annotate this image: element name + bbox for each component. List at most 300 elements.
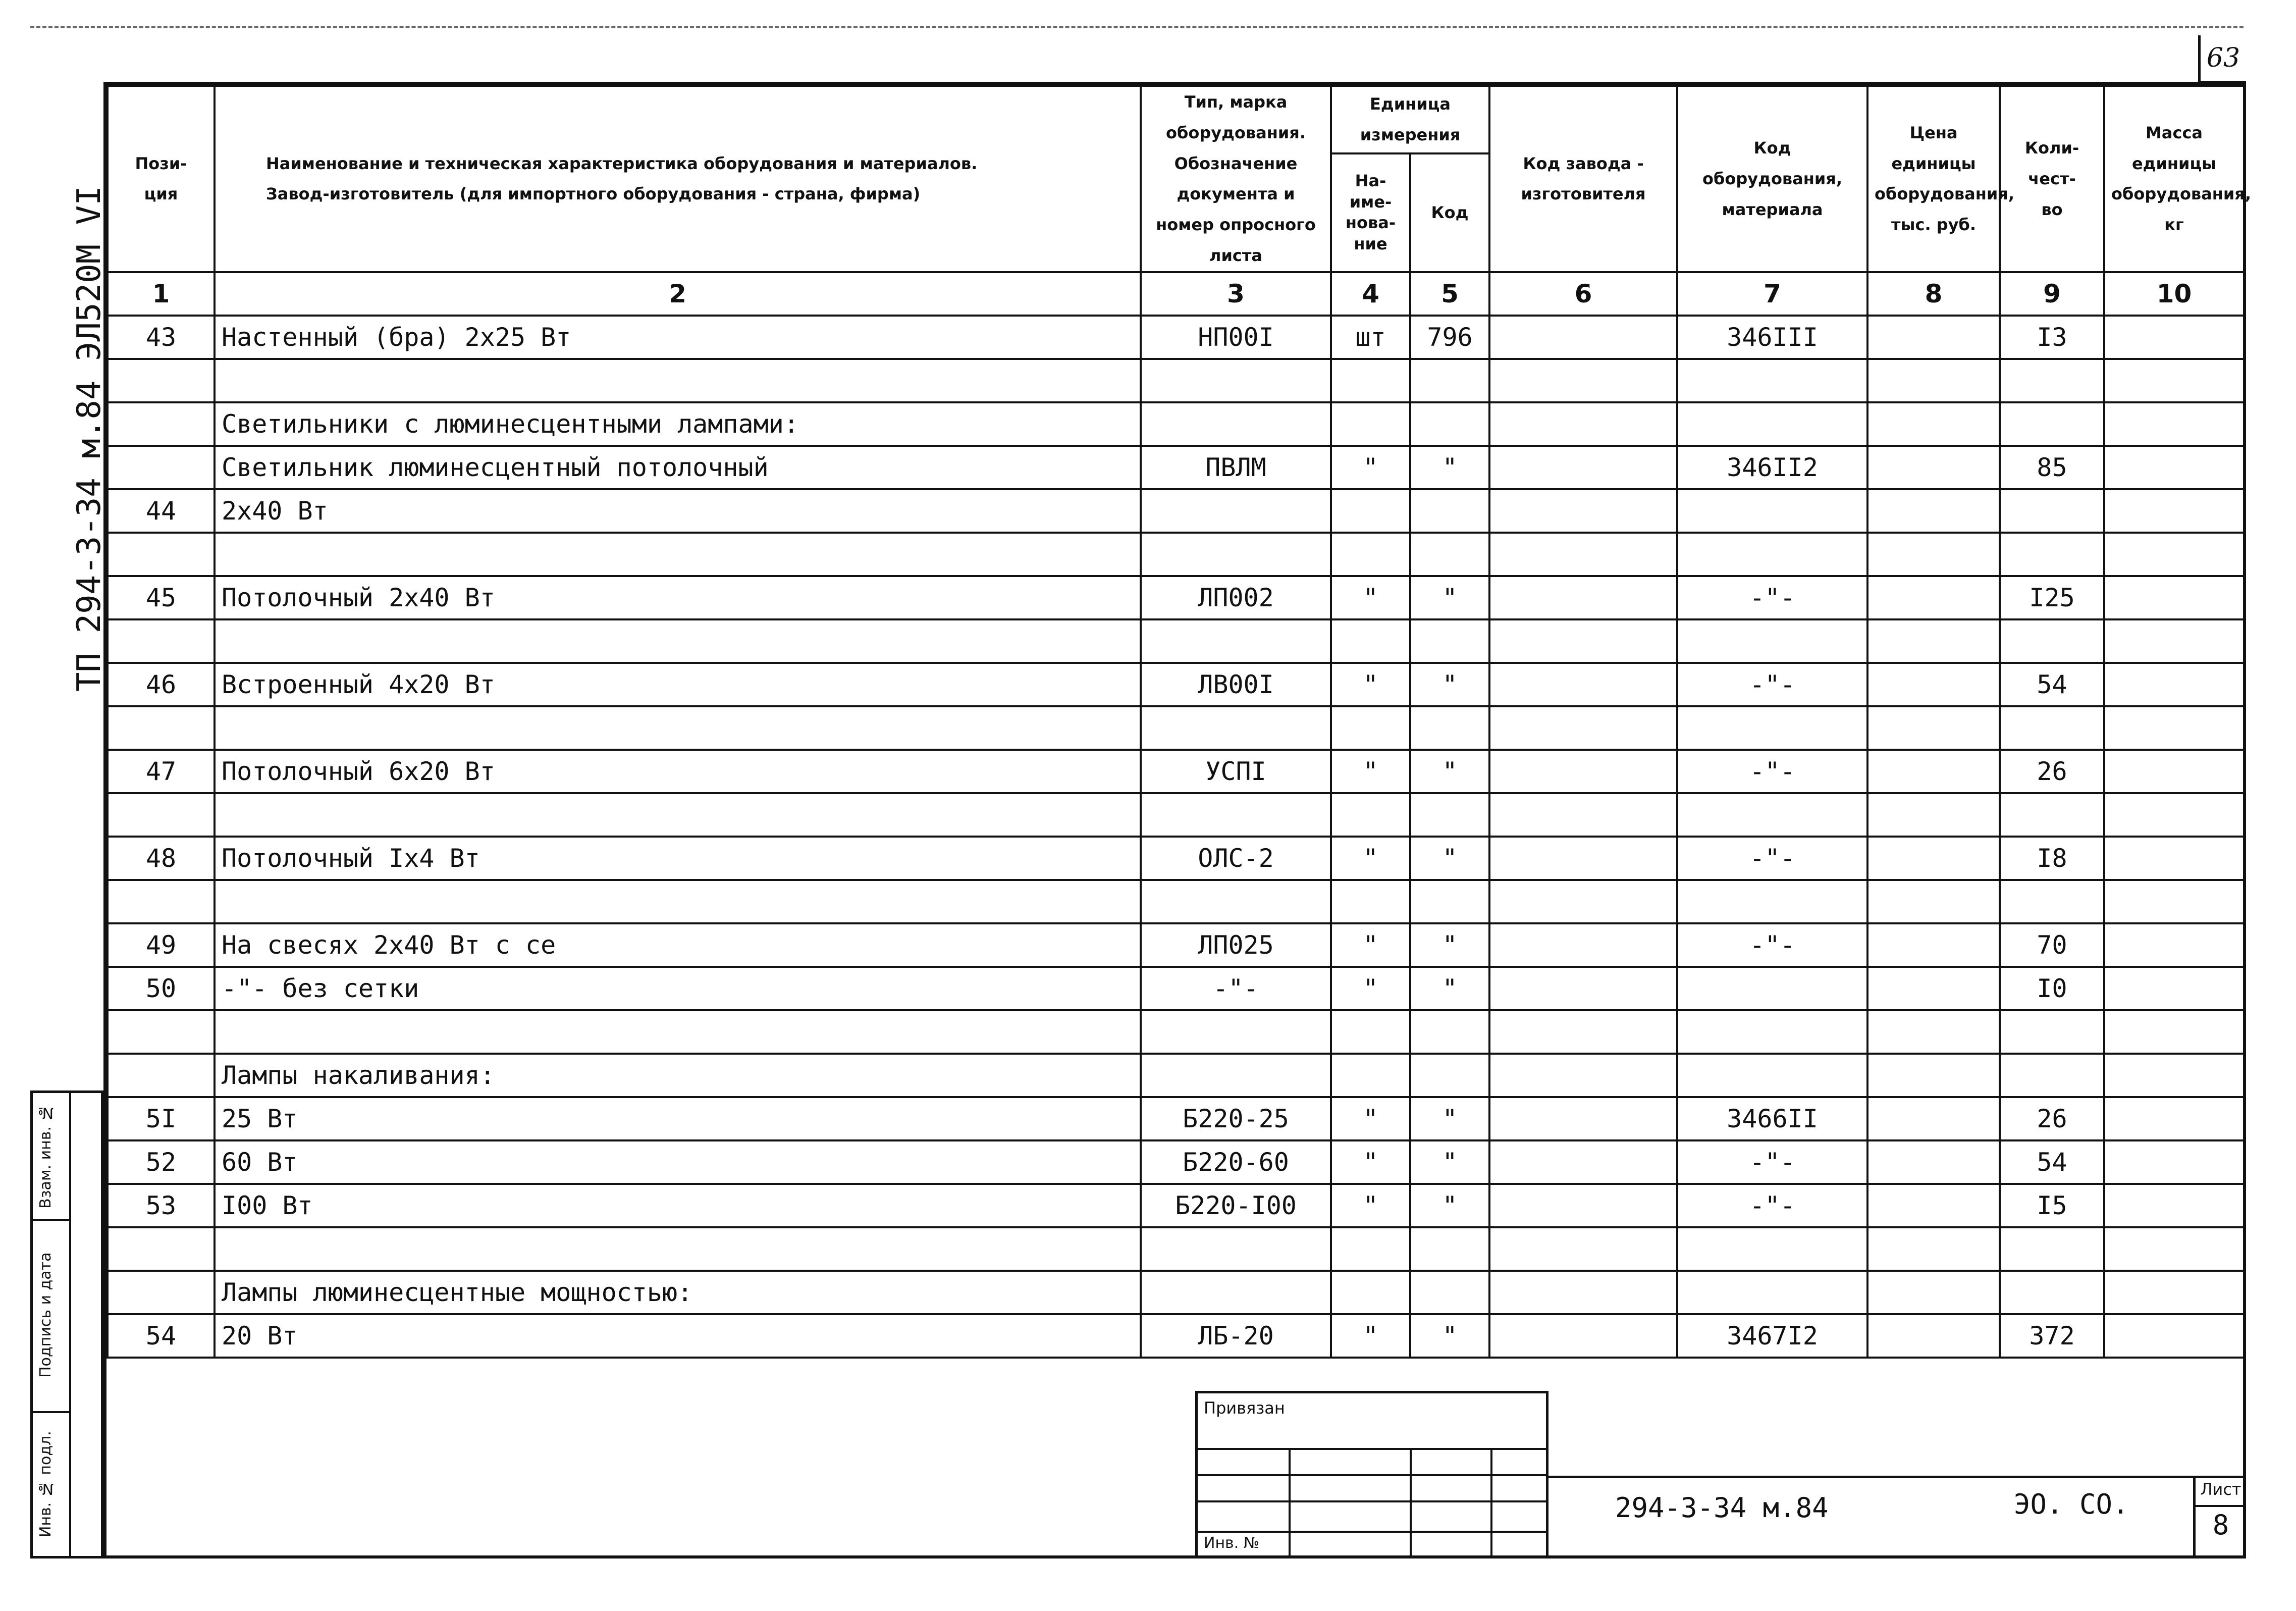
quantity-cell: I3 [2000,316,2104,359]
quantity-cell [2000,1010,2104,1054]
title-block-rule [1198,1448,1546,1450]
table-row [108,1140,2244,1184]
col-number: 10 [2104,272,2244,316]
mass-cell [2104,316,2244,359]
col-number: 2 [215,272,1141,316]
unit-name-cell [1331,1054,1410,1097]
sheet-number-box [2193,1476,2246,1558]
unit-code-cell: " [1410,576,1489,619]
price-cell [1867,576,2000,619]
position-cell [108,402,215,446]
stamp-label-signature-date: Подпись и дата [37,1252,55,1378]
price-cell [1867,1010,2000,1054]
name-cell: Потолочный 2х40 Вт [215,576,1141,619]
position-cell: 45 [108,576,215,619]
unit-name-cell: " [1331,446,1410,489]
factory-code-cell [1489,402,1677,446]
table-row [108,793,2244,837]
table-row [108,1010,2244,1054]
equipment-code-cell [1677,880,1867,923]
stamp-label-replace-inv: Взам. инв. № [37,1104,55,1209]
price-cell [1867,1314,2000,1358]
factory-code-cell [1489,359,1677,402]
price-cell [1867,316,2000,359]
position-cell: 47 [108,750,215,793]
price-cell [1867,402,2000,446]
position-cell: 43 [108,316,215,359]
col-number: 8 [1867,272,2000,316]
price-cell [1867,1140,2000,1184]
table-row [108,489,2244,533]
equipment-code-cell [1677,1227,1867,1271]
name-cell: Потолочный Iх4 Вт [215,837,1141,880]
unit-name-cell: " [1331,1097,1410,1140]
price-cell [1867,1271,2000,1314]
position-cell: 54 [108,1314,215,1358]
table-row [108,359,2244,402]
mass-cell [2104,1140,2244,1184]
position-cell: 44 [108,489,215,533]
quantity-cell [2000,489,2104,533]
name-cell [215,359,1141,402]
col-header-quantity: Коли- чест- во [2000,86,2104,272]
unit-name-cell: " [1331,1140,1410,1184]
unit-name-cell: " [1331,1184,1410,1227]
unit-name-cell: шт [1331,316,1410,359]
unit-code-cell: " [1410,967,1489,1010]
factory-code-cell [1489,1271,1677,1314]
factory-code-cell [1489,1227,1677,1271]
type-cell: НП00I [1141,316,1331,359]
equipment-code-cell [1677,1010,1867,1054]
equipment-code-cell: 346II2 [1677,446,1867,489]
price-cell [1867,663,2000,706]
unit-name-cell [1331,533,1410,576]
sheet-label: Лист [2196,1480,2246,1507]
equipment-code-cell [1677,793,1867,837]
col-header-factory-code: Код завода - изготовителя [1489,86,1677,272]
price-cell [1867,880,2000,923]
equipment-code-cell [1677,489,1867,533]
position-cell [108,446,215,489]
name-cell [215,793,1141,837]
table-row [108,880,2244,923]
position-cell [108,1054,215,1097]
table-row [108,619,2244,663]
unit-name-cell: " [1331,837,1410,880]
equipment-code-cell: -"- [1677,923,1867,967]
name-cell: Встроенный 4х20 Вт [215,663,1141,706]
name-cell: Настенный (бра) 2х25 Вт [215,316,1141,359]
factory-code-cell [1489,533,1677,576]
side-document-code: ТП 294-3-34 м.84 ЭЛ520М VI [71,186,108,692]
factory-code-cell [1489,706,1677,750]
quantity-cell: I8 [2000,837,2104,880]
col-header-unit-name: На- име- нова- ние [1331,153,1410,272]
price-cell [1867,1054,2000,1097]
equipment-code-cell: -"- [1677,663,1867,706]
factory-code-cell [1489,1314,1677,1358]
unit-code-cell: " [1410,1184,1489,1227]
table-row [108,750,2244,793]
price-cell [1867,619,2000,663]
unit-code-cell: " [1410,923,1489,967]
column-number-row [108,272,2244,316]
type-cell [1141,619,1331,663]
mass-cell [2104,576,2244,619]
unit-code-cell [1410,793,1489,837]
name-cell [215,1010,1141,1054]
equipment-code-cell [1677,1054,1867,1097]
quantity-cell: I0 [2000,967,2104,1010]
type-cell: ЛП025 [1141,923,1331,967]
specification-table [106,85,2251,1359]
factory-code-cell [1489,1010,1677,1054]
table-row [108,663,2244,706]
factory-code-cell [1489,1140,1677,1184]
mass-cell [2104,967,2244,1010]
mass-cell [2104,619,2244,663]
unit-code-cell [1410,880,1489,923]
unit-name-cell: " [1331,1314,1410,1358]
table-row [108,1054,2244,1097]
quantity-cell: 54 [2000,663,2104,706]
price-cell [1867,446,2000,489]
mass-cell [2104,923,2244,967]
table-row [108,446,2244,489]
name-cell: 20 Вт [215,1314,1141,1358]
title-block-divider [1289,1448,1291,1556]
unit-code-cell [1410,1010,1489,1054]
type-cell: УСПI [1141,750,1331,793]
table-row [108,1227,2244,1271]
quantity-cell [2000,533,2104,576]
factory-code-cell [1489,446,1677,489]
quantity-cell: 85 [2000,446,2104,489]
unit-code-cell [1410,359,1489,402]
name-cell: -"- без сетки [215,967,1141,1010]
name-cell [215,706,1141,750]
unit-code-cell [1410,533,1489,576]
title-block-rule [1198,1531,1546,1533]
title-block-divider [1410,1448,1412,1556]
equipment-code-cell [1677,1271,1867,1314]
document-mark: ЭО. СО. [2014,1488,2129,1520]
unit-name-cell [1331,1271,1410,1314]
title-block-rule [1549,1476,2246,1478]
unit-code-cell [1410,1054,1489,1097]
quantity-cell [2000,619,2104,663]
quantity-cell [2000,1054,2104,1097]
equipment-code-cell: -"- [1677,750,1867,793]
col-number: 6 [1489,272,1677,316]
unit-code-cell [1410,402,1489,446]
unit-name-cell [1331,359,1410,402]
table-row [108,923,2244,967]
quantity-cell [2000,1227,2104,1271]
table-row [108,533,2244,576]
name-cell [215,1227,1141,1271]
equipment-code-cell [1677,533,1867,576]
col-header-position: Пози- ция [108,86,215,272]
equipment-code-cell: 346III [1677,316,1867,359]
mass-cell [2104,750,2244,793]
factory-code-cell [1489,880,1677,923]
mass-cell [2104,446,2244,489]
mass-cell [2104,1227,2244,1271]
factory-code-cell [1489,619,1677,663]
equipment-code-cell: -"- [1677,837,1867,880]
table-row [108,1097,2244,1140]
position-cell: 50 [108,967,215,1010]
unit-code-cell: " [1410,446,1489,489]
table-row [108,1271,2244,1314]
equipment-code-cell [1677,402,1867,446]
unit-name-cell: " [1331,923,1410,967]
document-code: 294-3-34 м.84 [1615,1492,1829,1524]
stamp-label-inv-original: Инв. № подл. [37,1431,55,1538]
unit-name-cell [1331,1010,1410,1054]
factory-code-cell [1489,1054,1677,1097]
type-cell [1141,1227,1331,1271]
factory-code-cell [1489,1097,1677,1140]
table-row [108,706,2244,750]
unit-code-cell: " [1410,1314,1489,1358]
type-cell: ЛБ-20 [1141,1314,1331,1358]
name-cell: Лампы накаливания: [215,1054,1141,1097]
factory-code-cell [1489,750,1677,793]
col-header-equipment-code: Код оборудования, материала [1677,86,1867,272]
equipment-code-cell: -"- [1677,1140,1867,1184]
factory-code-cell [1489,837,1677,880]
type-cell [1141,1054,1331,1097]
unit-code-cell [1410,489,1489,533]
factory-code-cell [1489,793,1677,837]
mass-cell [2104,1010,2244,1054]
mass-cell [2104,402,2244,446]
sheet-number: 8 [2212,1509,2229,1541]
price-cell [1867,1184,2000,1227]
position-cell [108,880,215,923]
factory-code-cell [1489,1184,1677,1227]
type-cell [1141,1271,1331,1314]
position-cell [108,793,215,837]
position-cell [108,1271,215,1314]
position-cell [108,706,215,750]
title-block-divider [1490,1448,1492,1556]
col-number: 4 [1331,272,1410,316]
unit-code-cell: " [1410,837,1489,880]
name-cell: 60 Вт [215,1140,1141,1184]
mass-cell [2104,489,2244,533]
position-cell [108,619,215,663]
equipment-code-cell [1677,359,1867,402]
col-header-mass: Масса единицы оборудования, кг [2104,86,2244,272]
table-row [108,837,2244,880]
unit-name-cell: " [1331,576,1410,619]
type-cell [1141,880,1331,923]
equipment-code-cell: -"- [1677,576,1867,619]
table-row [108,402,2244,446]
mass-cell [2104,880,2244,923]
price-cell [1867,837,2000,880]
equipment-code-cell: 3467I2 [1677,1314,1867,1358]
position-cell [108,1010,215,1054]
unit-name-cell [1331,619,1410,663]
factory-code-cell [1489,967,1677,1010]
factory-code-cell [1489,923,1677,967]
type-cell [1141,793,1331,837]
col-number: 5 [1410,272,1489,316]
type-cell [1141,402,1331,446]
position-cell: 48 [108,837,215,880]
type-cell: Б220-I00 [1141,1184,1331,1227]
table-row [108,316,2244,359]
name-cell [215,880,1141,923]
type-cell: Б220-60 [1141,1140,1331,1184]
equipment-code-cell: 3466II [1677,1097,1867,1140]
unit-name-cell: " [1331,967,1410,1010]
col-header-unit-group: Единица измерения [1331,86,1489,153]
name-cell: Потолочный 6х20 Вт [215,750,1141,793]
quantity-cell: I5 [2000,1184,2104,1227]
unit-code-cell: 796 [1410,316,1489,359]
table-row [108,1184,2244,1227]
title-block-attached [1195,1391,1549,1558]
price-cell [1867,1227,2000,1271]
price-cell [1867,706,2000,750]
factory-code-cell [1489,663,1677,706]
type-cell: ПВЛМ [1141,446,1331,489]
price-cell [1867,750,2000,793]
title-block-rule [1198,1500,1546,1502]
quantity-cell [2000,359,2104,402]
price-cell [1867,967,2000,1010]
price-cell [1867,923,2000,967]
title-block-rule [1198,1474,1546,1476]
unit-code-cell: " [1410,750,1489,793]
table-row [108,967,2244,1010]
position-cell: 53 [108,1184,215,1227]
name-cell [215,533,1141,576]
unit-code-cell [1410,1271,1489,1314]
unit-name-cell [1331,706,1410,750]
quantity-cell: I25 [2000,576,2104,619]
quantity-cell: 26 [2000,750,2104,793]
col-number: 3 [1141,272,1331,316]
header-row [108,86,2244,153]
type-cell: -"- [1141,967,1331,1010]
unit-code-cell: " [1410,1097,1489,1140]
mass-cell [2104,837,2244,880]
price-cell [1867,1097,2000,1140]
name-cell: Светильник люминесцентный потолочный [215,446,1141,489]
unit-name-cell [1331,489,1410,533]
col-number: 9 [2000,272,2104,316]
quantity-cell [2000,793,2104,837]
col-number: 7 [1677,272,1867,316]
top-rule [30,26,2244,28]
unit-code-cell: " [1410,1140,1489,1184]
mass-cell [2104,793,2244,837]
factory-code-cell [1489,576,1677,619]
position-cell [108,1227,215,1271]
quantity-cell: 54 [2000,1140,2104,1184]
quantity-cell: 26 [2000,1097,2104,1140]
unit-code-cell [1410,619,1489,663]
type-cell [1141,359,1331,402]
price-cell [1867,489,2000,533]
position-cell: 5I [108,1097,215,1140]
inv-number-label: Инв. № [1204,1534,1260,1552]
mass-cell [2104,1271,2244,1314]
page-number: 63 [2198,35,2246,83]
type-cell [1141,706,1331,750]
position-cell [108,533,215,576]
mass-cell [2104,1097,2244,1140]
type-cell [1141,489,1331,533]
equipment-code-cell [1677,619,1867,663]
type-cell: Б220-25 [1141,1097,1331,1140]
equipment-code-cell [1677,967,1867,1010]
col-header-price: Цена единицы оборудования, тыс. руб. [1867,86,2000,272]
unit-name-cell [1331,1227,1410,1271]
name-cell: Лампы люминесцентные мощностью: [215,1271,1141,1314]
unit-name-cell: " [1331,663,1410,706]
quantity-cell [2000,880,2104,923]
unit-name-cell [1331,793,1410,837]
equipment-code-cell: -"- [1677,1184,1867,1227]
price-cell [1867,359,2000,402]
col-number: 1 [108,272,215,316]
mass-cell [2104,663,2244,706]
table-body [108,316,2244,1358]
quantity-cell [2000,706,2104,750]
quantity-cell [2000,1271,2104,1314]
type-cell: ЛП002 [1141,576,1331,619]
name-cell: Светильники с люминесцентными лампами: [215,402,1141,446]
position-cell: 46 [108,663,215,706]
table-row [108,1314,2244,1358]
col-header-unit-code: Код [1410,153,1489,272]
name-cell [215,619,1141,663]
mass-cell [2104,533,2244,576]
col-header-type: Тип, марка оборудования. Обозначение документа и номер опросного листа [1141,86,1331,272]
mass-cell [2104,1314,2244,1358]
price-cell [1867,793,2000,837]
position-cell [108,359,215,402]
unit-code-cell [1410,706,1489,750]
unit-code-cell [1410,1227,1489,1271]
quantity-cell [2000,402,2104,446]
type-cell [1141,533,1331,576]
quantity-cell: 372 [2000,1314,2104,1358]
table-row [108,576,2244,619]
unit-name-cell [1331,402,1410,446]
col-header-name: Наименование и техническая характеристика оборудования и материалов. Завод-изготовитель (для импортного оборудования - страна, фирма) [215,86,1141,272]
mass-cell [2104,1054,2244,1097]
unit-code-cell: " [1410,663,1489,706]
equipment-code-cell [1677,706,1867,750]
factory-code-cell [1489,489,1677,533]
position-cell: 49 [108,923,215,967]
quantity-cell: 70 [2000,923,2104,967]
name-cell: 25 Вт [215,1097,1141,1140]
left-stamp-block [30,1090,103,1558]
mass-cell [2104,706,2244,750]
factory-code-cell [1489,316,1677,359]
unit-name-cell [1331,880,1410,923]
